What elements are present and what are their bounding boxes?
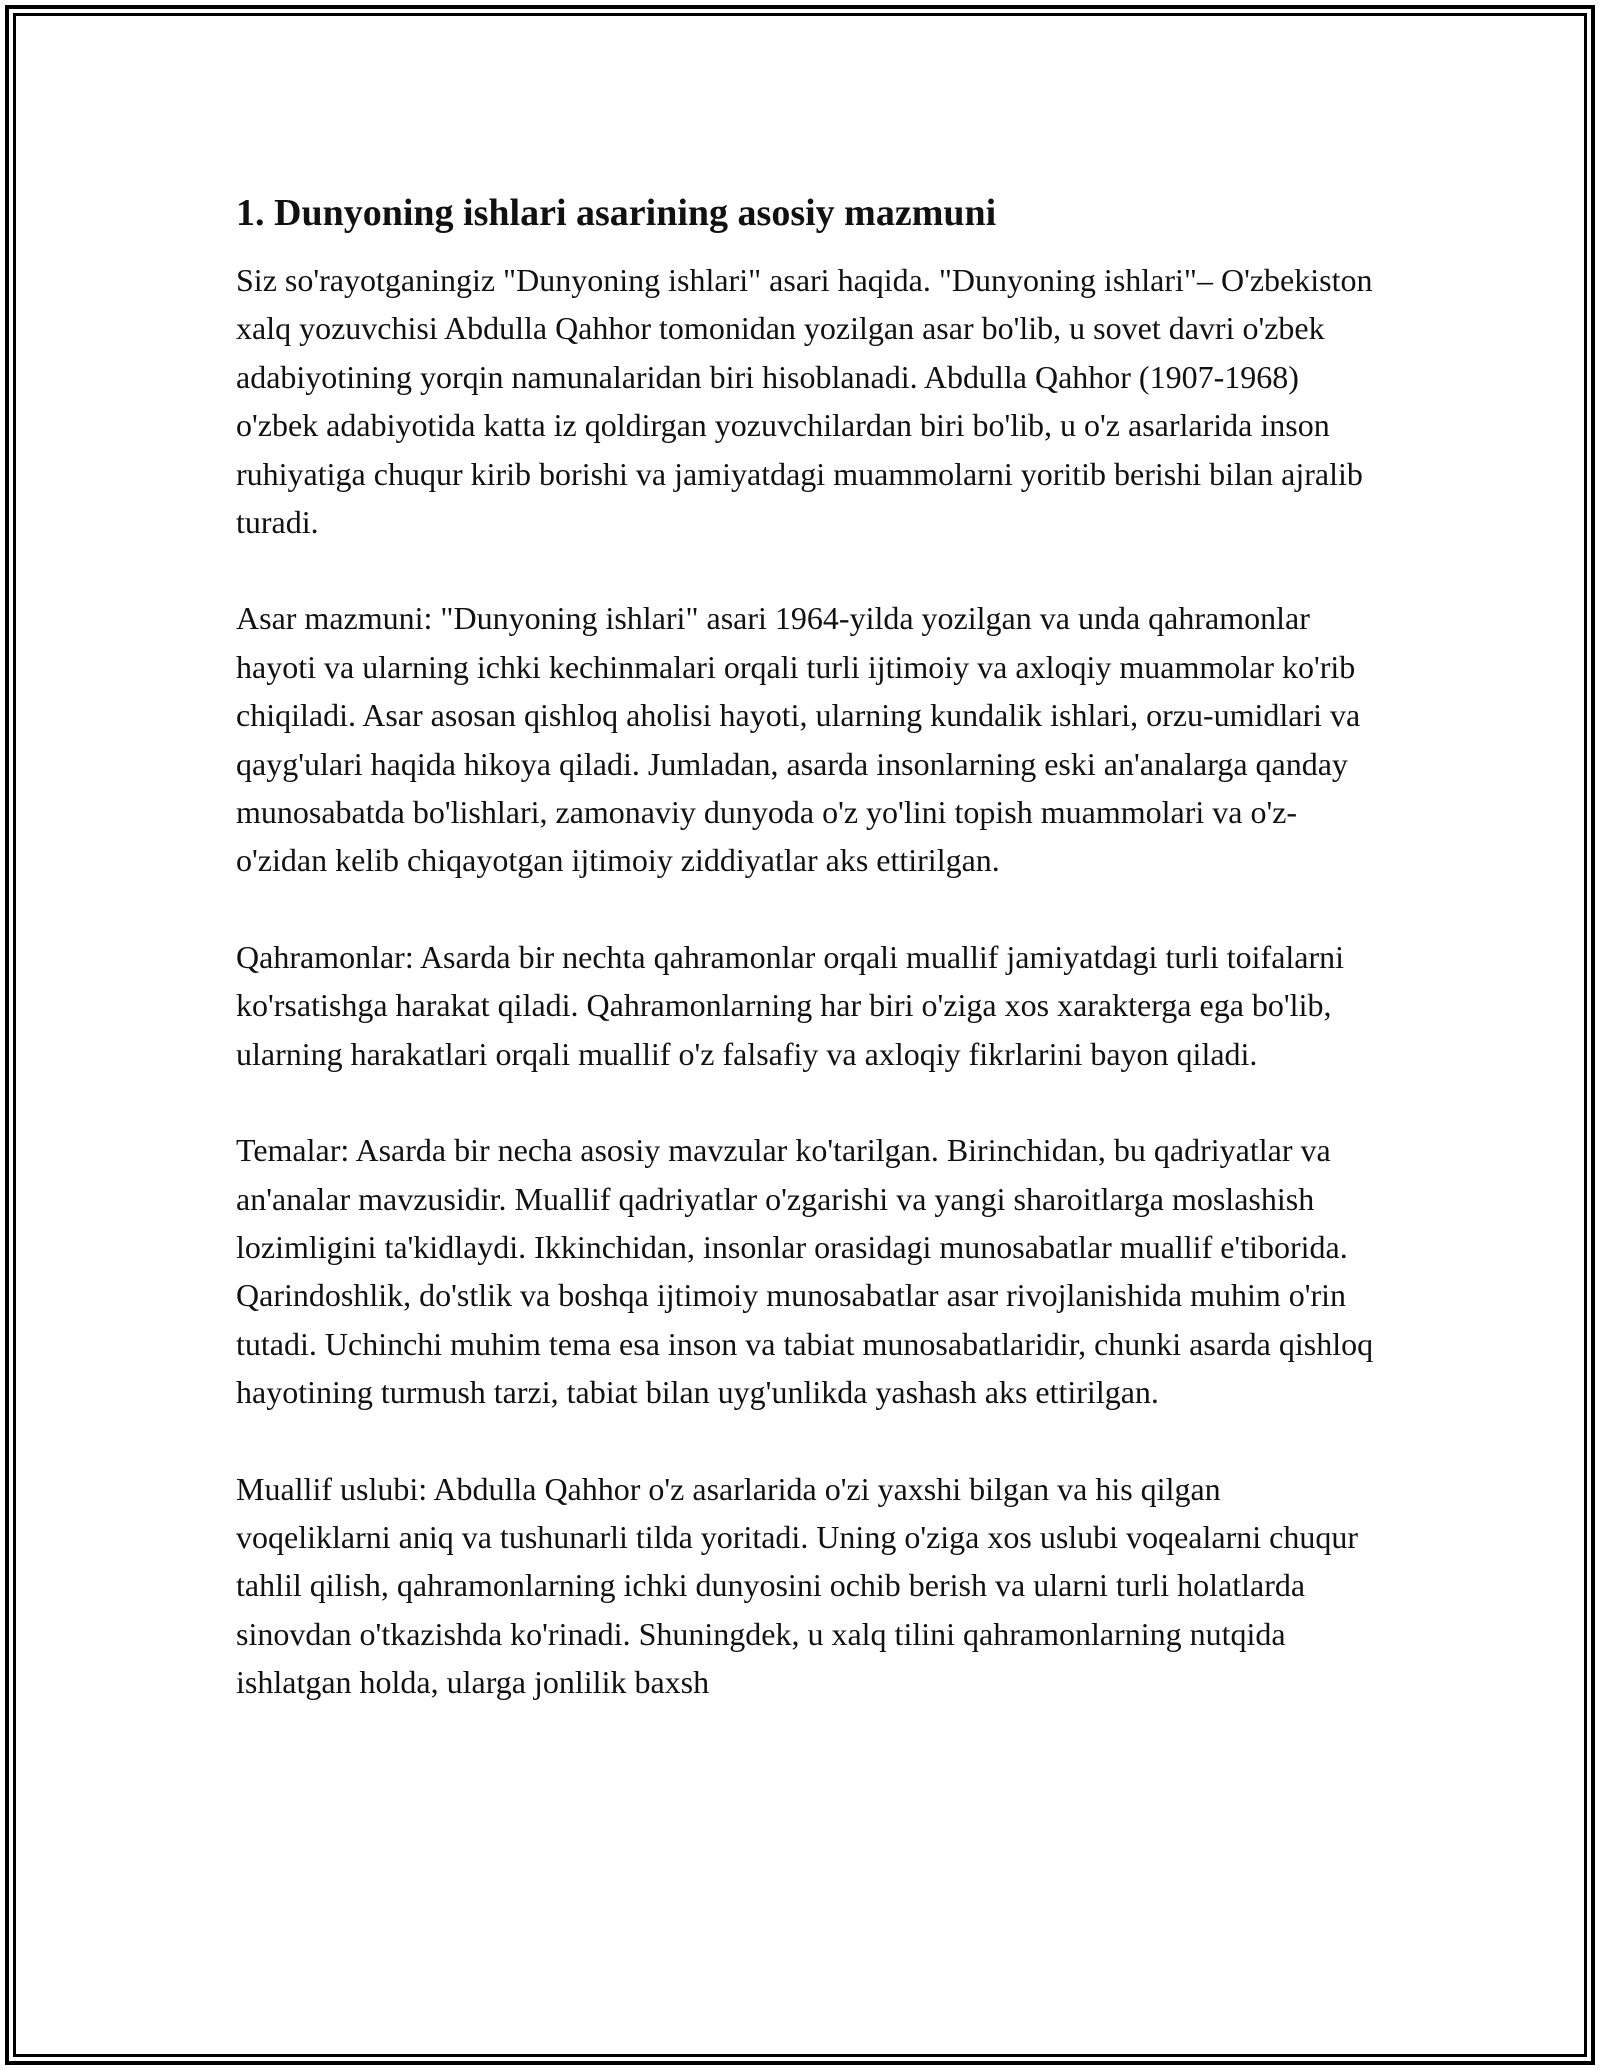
paragraph-characters: Qahramonlar: Asarda bir nechta qahramonlar orqali muallif jamiyatdagi turli toifalarni ko'rsatishga harakat qiladi. Qahramonlarning har biri o'ziga xos xarakterga ega bo'lib, ularning harakatlari orqali muallif o'z falsafiy va axloqiy fikrlarini bayon qiladi. bbox=[236, 938, 1345, 1072]
paragraph-intro: Siz so'rayotganingiz "Dunyoning ishlari" asari haqida. "Dunyoning ishlari"– O'zbekiston xalq yozuvchisi Abdulla Qahhor tomonidan yozilgan asar bo'lib, u sovet davri o'zbek adabiyotining yorqin namunalaridan biri hisoblanadi. Abdulla Qahhor (1907-1968) o'zbek adabiyotida katta iz qoldirgan yozuvchilardan biri bo'lib, u o'z asarlarida inson ruhiyatiga chuqur kirib borishi va jamiyatdagi muammolarni yoritib berishi bilan ajralib turadi. bbox=[236, 262, 1373, 541]
paragraph-themes: Temalar: Asarda bir necha asosiy mavzular ko'tarilgan. Birinchidan, bu qadriyatlar va an'analar mavzusidir. Muallif qadriyatlar o'zgarishi va yangi sharoitlarga moslashish lozimligini ta'kidlaydi. Ikkinchidan, insonlar orasidagi munosabatlar muallif e'tiborida. Qarindoshlik, do'stlik va boshqa ijtimoiy munosabatlar asar rivojlanishida muhim o'rin tutadi. Uchinchi muhim tema esa inson va tabiat munosabatlaridir, chunki asarda qishloq hayotining turmush tarzi, tabiat bilan uyg'unlikda yashash aks ettirilgan. bbox=[236, 1132, 1374, 1411]
section-heading: 1. Dunyoning ishlari asarining asosiy mazmuni bbox=[236, 192, 997, 234]
document-body bbox=[236, 188, 1376, 1707]
paragraph-style: Muallif uslubi: Abdulla Qahhor o'z asarlarida o'zi yaxshi bilgan va his qilgan voqeliklarni aniq va tushunarli tilda yoritadi. Uning o'ziga xos uslubi voqealarni chuqur tahlil qilish, qahramonlarning ichki dunyosini ochib berish va ularni turli holatlarda sinovdan o'tkazishda ko'rinadi. Shuningdek, u xalq tilini qahramonlarning nutqida ishlatgan holda, ularga jonlilik baxsh bbox=[236, 1470, 1358, 1701]
paragraph-content: Asar mazmuni: "Dunyoning ishlari" asari 1964-yilda yozilgan va unda qahramonlar hayoti va ularning ichki kechinmalari orqali turli ijtimoiy va axloqiy muammolar ko'rib chiqiladi. Asar asosan qishloq aholisi hayoti, ularning kundalik ishlari, orzu-umidlari va qayg'ulari haqida hikoya qiladi. Jumladan, asarda insonlarning eski an'analarga qanday munosabatda bo'lishlari, zamonaviy dunyoda o'z yo'lini topish muammolari va o'z-o'zidan kelib chiqayotgan ijtimoiy ziddiyatlar aks ettirilgan. bbox=[236, 600, 1361, 879]
